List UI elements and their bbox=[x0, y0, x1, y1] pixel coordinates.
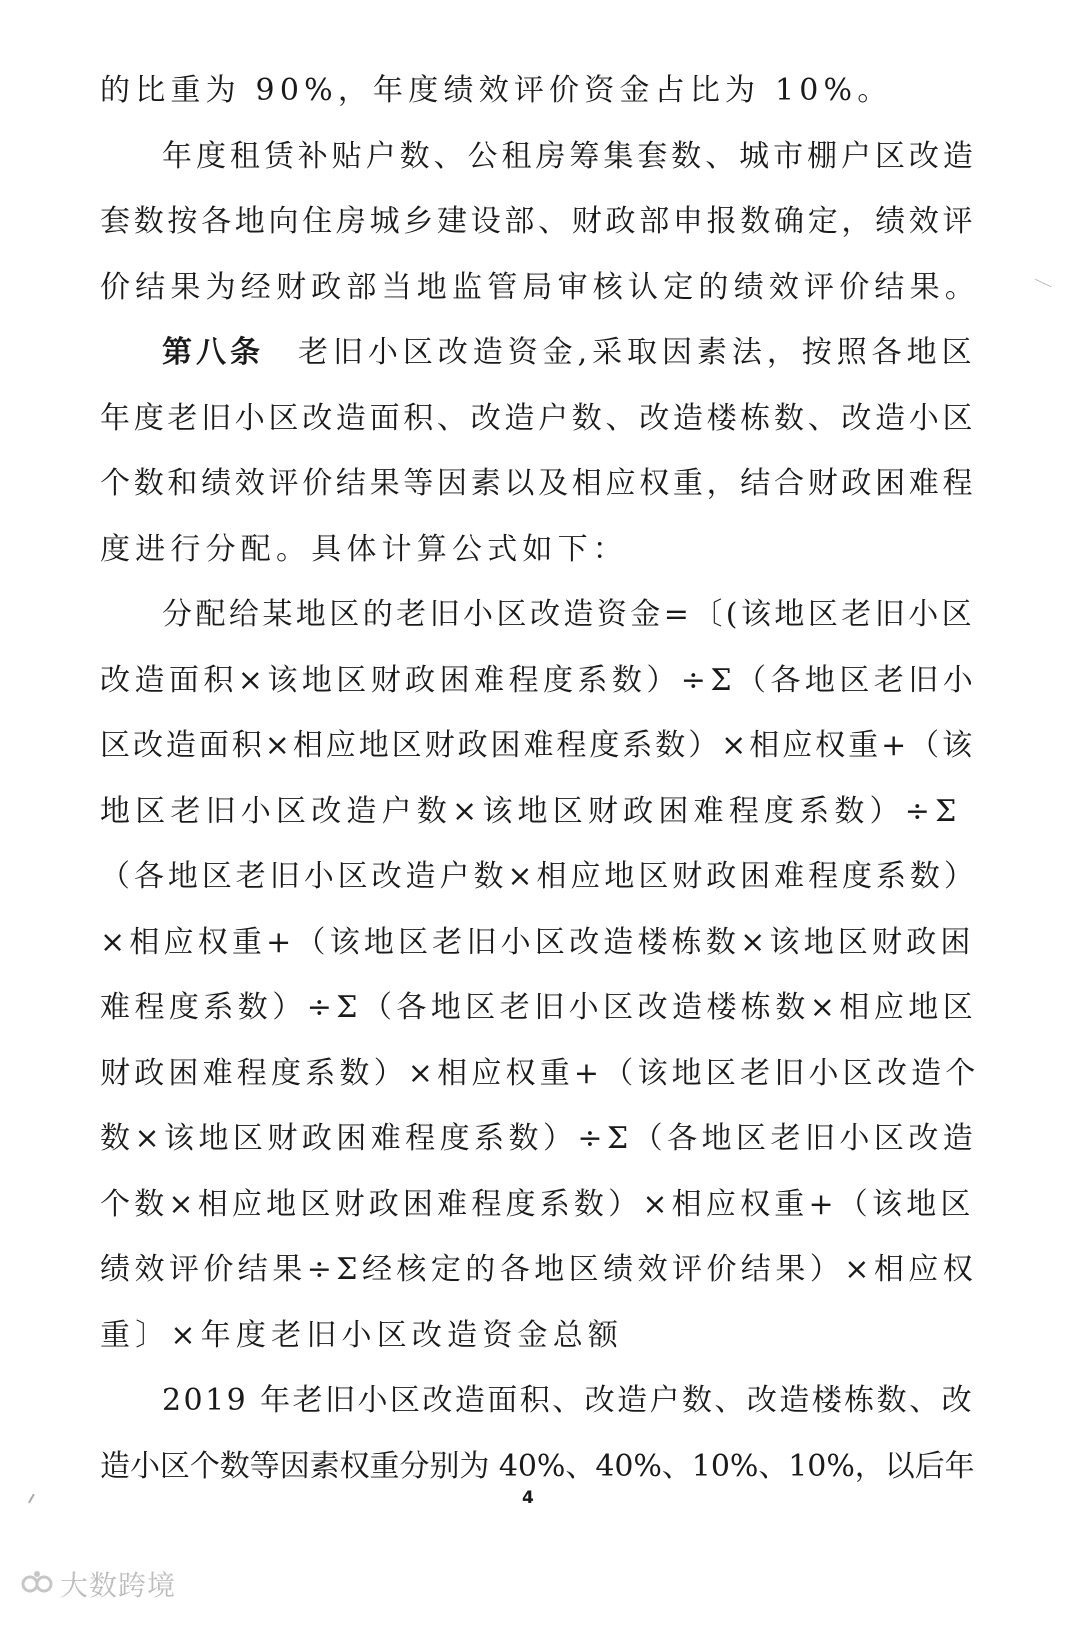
paragraph bbox=[100, 124, 980, 321]
text-line: 套数按各地向住房城乡建设部、财政部申报数确定，绩效评 bbox=[100, 204, 977, 239]
article-label: 第八条 bbox=[162, 335, 264, 370]
article-paragraph bbox=[100, 320, 980, 582]
text-line: 造小区个数等因素权重分别为 40%、40%、10%、10%，以后年 bbox=[100, 1448, 975, 1484]
watermark bbox=[20, 1564, 176, 1604]
body-text bbox=[100, 58, 980, 1499]
text-line: 价结果为经财政部当地监管局审核认定的绩效评价结果。 bbox=[100, 269, 980, 305]
scan-mark bbox=[28, 1494, 40, 1507]
watermark-logo-icon bbox=[20, 1567, 54, 1601]
text-line: 个数和绩效评价结果等因素以及相应权重，结合财政困难程 bbox=[100, 466, 977, 501]
scan-mark bbox=[1031, 279, 1052, 297]
text-line: 改造面积×该地区财政困难程度系数）÷Σ（各地区老旧小 bbox=[100, 662, 978, 698]
text-line: 年度老旧小区改造面积、改造户数、改造楼栋数、改造小区 bbox=[100, 400, 977, 436]
text-line: 地区老旧小区改造户数×该地区财政困难程度系数）÷Σ bbox=[100, 793, 962, 829]
text-line: 重〕×年度老旧小区改造资金总额 bbox=[100, 1317, 624, 1353]
text-line: 数×该地区财政困难程度系数）÷Σ（各地区老旧小区改造 bbox=[100, 1121, 978, 1156]
watermark-text: 大数跨境 bbox=[60, 1569, 177, 1602]
text-line: 财政困难程度系数）×相应权重+（该地区老旧小区改造个 bbox=[100, 1055, 980, 1091]
text-line: 绩效评价结果÷Σ经核定的各地区绩效评价结果）×相应权 bbox=[100, 1252, 978, 1287]
text-line: 度进行分配。具体计算公式如下： bbox=[100, 531, 628, 567]
text-line: 年度租赁补贴户数、公租房筹集套数、城市棚户区改造 bbox=[162, 138, 977, 174]
text-line bbox=[100, 320, 980, 386]
page-number: 4 bbox=[522, 1488, 534, 1508]
article-text: 老旧小区改造资金,采取因素法，按照各地区 bbox=[298, 335, 977, 370]
text-line: 2019 年老旧小区改造面积、改造户数、改造楼栋数、改 bbox=[162, 1383, 975, 1418]
text-line: 难程度系数）÷Σ（各地区老旧小区改造楼栋数×相应地区 bbox=[100, 990, 978, 1025]
text-line: （各地区老旧小区改造户数×相应地区财政困难程度系数） bbox=[100, 859, 978, 894]
text-line: 个数×相应地区财政困难程度系数）×相应权重+（该地区 bbox=[100, 1186, 975, 1222]
text-line: ×相应权重+（该地区老旧小区改造楼栋数×该地区财政困 bbox=[100, 924, 975, 960]
paragraph bbox=[100, 1368, 980, 1499]
text-line: 的比重为 90%，年度绩效评价资金占比为 10%。 bbox=[100, 73, 893, 108]
text-line: 区改造面积×相应地区财政困难程度系数）×相应权重+（该 bbox=[100, 728, 976, 763]
text-line: 分配给某地区的老旧小区改造资金=〔(该地区老旧小区 bbox=[162, 597, 976, 632]
formula-paragraph bbox=[100, 582, 980, 1368]
paragraph bbox=[100, 58, 980, 124]
